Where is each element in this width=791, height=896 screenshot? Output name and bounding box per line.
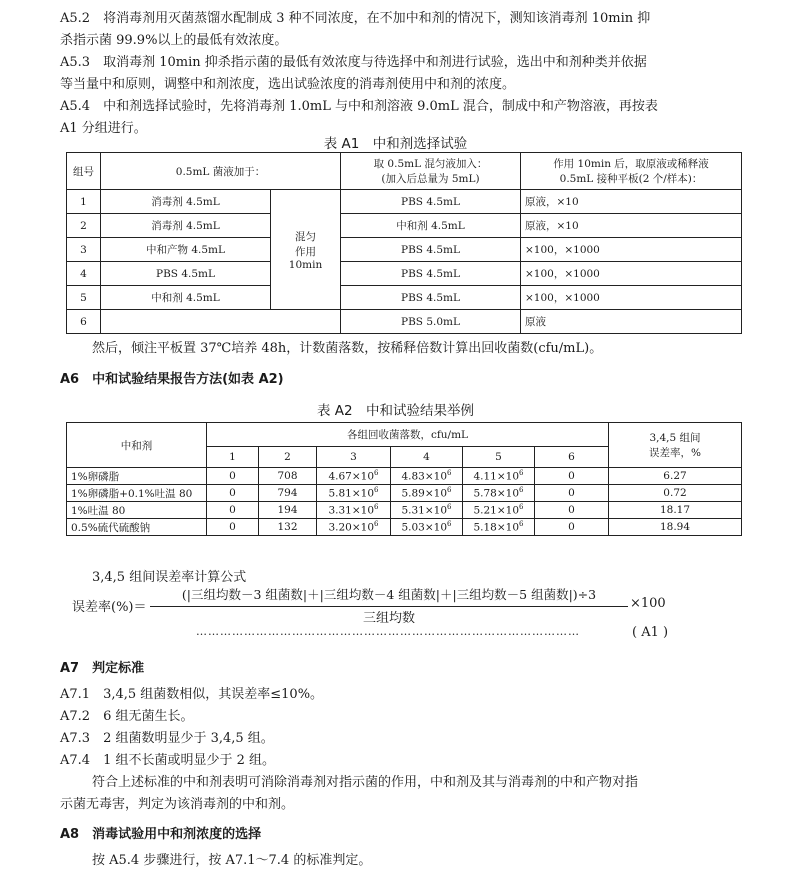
mantissa: 4.83×10 <box>401 470 448 483</box>
cell-count <box>463 485 535 502</box>
header-mix-line2: (加入后总量为 5mL) <box>381 173 480 185</box>
section-a8-heading: A8 消毒试验用中和剂浓度的选择 <box>60 827 262 842</box>
cell-error: 18.94 <box>609 519 742 536</box>
table-row <box>67 519 742 536</box>
cell-count: 194 <box>259 502 317 519</box>
merged-line1: 混匀 <box>295 230 316 243</box>
header-error-line1: 3,4,5 组间 <box>649 432 701 444</box>
cell-count: 0 <box>535 502 609 519</box>
table-a1-caption: 表 A1 中和剂选择试验 <box>323 136 468 152</box>
a7-item-4: A7.4 1 组不长菌或明显少于 2 组。 <box>60 753 276 768</box>
a7-item-1: A7.1 3,4,5 组菌数相似，其误差率≤10%。 <box>60 687 324 702</box>
cell-add: 消毒剂 4.5mL <box>101 190 271 214</box>
cell-count: 708 <box>259 468 317 485</box>
mantissa: 4.67×10 <box>328 470 375 483</box>
table-a1-header-row <box>67 153 742 190</box>
a8-text: 按 A5.4 步骤进行，按 A7.1～7.4 的标准判定。 <box>92 853 372 868</box>
header-error <box>609 423 742 468</box>
cell-count <box>391 468 463 485</box>
exponent: 6 <box>447 469 452 478</box>
cell-plate: ×100，×1000 <box>521 286 742 310</box>
cell-count: 794 <box>259 485 317 502</box>
header-mix <box>341 153 521 190</box>
cell-count <box>317 485 391 502</box>
cell-group: 1 <box>67 190 101 214</box>
table-a2-header-row1 <box>67 423 742 447</box>
section-a7-heading: A7 判定标准 <box>60 661 145 676</box>
cell-mix: 中和剂 4.5mL <box>341 214 521 238</box>
cell-count: 0 <box>207 468 259 485</box>
table-row <box>67 262 742 286</box>
cell-mix: PBS 4.5mL <box>341 190 521 214</box>
cell-add: 中和剂 4.5mL <box>101 286 271 310</box>
merged-mix-cell <box>271 190 341 310</box>
cell-plate: ×100，×1000 <box>521 238 742 262</box>
header-error-line2: 误差率，% <box>649 447 701 459</box>
exponent: 6 <box>447 486 452 495</box>
exponent: 6 <box>519 486 524 495</box>
cell-add <box>101 310 341 334</box>
mantissa: 5.81×10 <box>328 487 375 500</box>
cell-count <box>463 468 535 485</box>
header-add: 0.5mL 菌液加于： <box>101 153 341 190</box>
a7-summary-line2: 示菌无毒害，判定为该消毒剂的中和剂。 <box>60 797 295 812</box>
table-row <box>67 502 742 519</box>
exponent: 6 <box>519 469 524 478</box>
formula-denominator: 三组均数 <box>362 611 415 626</box>
table-row <box>67 468 742 485</box>
table-a2 <box>66 422 742 536</box>
header-plate-line1: 作用 10min 后，取原液或稀释液 <box>553 158 709 170</box>
cell-plate: 原液，×10 <box>521 190 742 214</box>
cell-agent: 1%卵磷脂 <box>67 468 207 485</box>
cell-agent: 1%吐温 80 <box>67 502 207 519</box>
header-col-5: 5 <box>463 446 535 467</box>
cell-add: PBS 4.5mL <box>101 262 271 286</box>
paragraph-a54-line2: A1 分组进行。 <box>60 121 147 136</box>
cell-count: 0 <box>535 468 609 485</box>
formula-numerator: (|三组均数－3 组菌数|＋|三组均数－4 组菌数|＋|三组均数－5 组菌数|)÷3 <box>181 587 597 602</box>
table-a2-caption: 表 A2 中和试验结果举例 <box>316 403 475 419</box>
formula-lhs: 误差率(%)＝ <box>72 600 147 615</box>
header-col-4: 4 <box>391 446 463 467</box>
mantissa: 5.78×10 <box>473 487 520 500</box>
table-row <box>67 485 742 502</box>
cell-mix: PBS 4.5mL <box>341 286 521 310</box>
cell-count <box>317 519 391 536</box>
table-row <box>67 310 742 334</box>
mantissa: 5.21×10 <box>473 504 520 517</box>
cell-count: 0 <box>207 485 259 502</box>
header-mix-line1: 取 0.5mL 混匀液加入： <box>373 158 488 170</box>
header-col-1: 1 <box>207 446 259 467</box>
cell-group: 2 <box>67 214 101 238</box>
section-a6-heading: A6 中和试验结果报告方法(如表 A2) <box>60 372 284 387</box>
cell-group: 6 <box>67 310 101 334</box>
cell-count: 0 <box>207 502 259 519</box>
cell-count <box>317 468 391 485</box>
exponent: 6 <box>374 486 379 495</box>
cell-count <box>463 519 535 536</box>
table-row <box>67 286 742 310</box>
cell-mix: PBS 4.5mL <box>341 262 521 286</box>
exponent: 6 <box>447 503 452 512</box>
cell-group: 4 <box>67 262 101 286</box>
paragraph-a53-line1: A5.3 取消毒剂 10min 抑杀指示菌的最低有效浓度与待选择中和剂进行试验，选出中和剂种类并依据 <box>60 55 647 70</box>
paragraph-after-table-a1: 然后，倾注平板置 37℃培养 48h，计数菌落数，按稀释倍数计算出回收菌数(cfu/mL)。 <box>92 341 603 356</box>
formula-leader-dots: …………………………………………………………………………………… <box>196 625 580 638</box>
header-plate-line2: 0.5mL 接种平板(2 个/样本)： <box>559 173 703 185</box>
cell-count: 0 <box>207 519 259 536</box>
header-counts: 各组回收菌落数，cfu/mL <box>207 423 609 447</box>
merged-line2: 作用 <box>295 245 316 258</box>
cell-add: 中和产物 4.5mL <box>101 238 271 262</box>
cell-plate: ×100，×1000 <box>521 262 742 286</box>
paragraph-a54-line1: A5.4 中和剂选择试验时，先将消毒剂 1.0mL 与中和剂溶液 9.0mL 混合，制成中和产物溶液，再按表 <box>60 99 658 114</box>
header-agent: 中和剂 <box>67 423 207 468</box>
exponent: 6 <box>374 469 379 478</box>
exponent: 6 <box>519 520 524 529</box>
cell-error: 0.72 <box>609 485 742 502</box>
paragraph-a52-line1: A5.2 将消毒剂用灭菌蒸馏水配制成 3 种不同浓度，在不加中和剂的情况下，测知该消毒剂 10min 抑 <box>60 11 651 26</box>
cell-group: 5 <box>67 286 101 310</box>
cell-count <box>391 519 463 536</box>
header-col-3: 3 <box>317 446 391 467</box>
cell-count: 0 <box>535 519 609 536</box>
cell-count <box>391 485 463 502</box>
mantissa: 4.11×10 <box>473 470 520 483</box>
formula-intro: 3,4,5 组间误差率计算公式 <box>92 570 247 585</box>
cell-count <box>391 502 463 519</box>
cell-add: 消毒剂 4.5mL <box>101 214 271 238</box>
mantissa: 3.20×10 <box>328 521 375 534</box>
mantissa: 5.89×10 <box>401 487 448 500</box>
header-col-6: 6 <box>535 446 609 467</box>
header-group: 组号 <box>67 153 101 190</box>
a7-item-2: A7.2 6 组无菌生长。 <box>60 709 194 724</box>
cell-count: 0 <box>535 485 609 502</box>
mantissa: 3.31×10 <box>328 504 375 517</box>
table-row <box>67 238 742 262</box>
merged-line3: 10min <box>288 258 323 271</box>
cell-plate: 原液 <box>521 310 742 334</box>
cell-count <box>317 502 391 519</box>
cell-agent: 1%卵磷脂+0.1%吐温 80 <box>67 485 207 502</box>
cell-count <box>463 502 535 519</box>
exponent: 6 <box>519 503 524 512</box>
cell-count: 132 <box>259 519 317 536</box>
a7-summary-line1: 符合上述标准的中和剂表明可消除消毒剂对指示菌的作用，中和剂及其与消毒剂的中和产物对指 <box>92 775 639 790</box>
cell-mix: PBS 4.5mL <box>341 238 521 262</box>
a7-item-3: A7.3 2 组菌数明显少于 3,4,5 组。 <box>60 731 274 746</box>
formula-times-100: ×100 <box>630 596 666 611</box>
paragraph-a52-line2: 杀指示菌 99.9%以上的最低有效浓度。 <box>60 33 288 48</box>
paragraph-a53-line2: 等当量中和原则，调整中和剂浓度，选出试验浓度的消毒剂使用中和剂的浓度。 <box>60 77 516 92</box>
cell-mix: PBS 5.0mL <box>341 310 521 334</box>
exponent: 6 <box>374 503 379 512</box>
cell-group: 3 <box>67 238 101 262</box>
cell-agent: 0.5%硫代硫酸钠 <box>67 519 207 536</box>
mantissa: 5.03×10 <box>401 521 448 534</box>
mantissa: 5.18×10 <box>473 521 520 534</box>
mantissa: 5.31×10 <box>401 504 448 517</box>
cell-plate: 原液，×10 <box>521 214 742 238</box>
table-a1 <box>66 152 742 334</box>
formula-equation-label: ( A1 ) <box>632 625 669 640</box>
exponent: 6 <box>447 520 452 529</box>
exponent: 6 <box>374 520 379 529</box>
table-row <box>67 190 742 214</box>
cell-error: 18.17 <box>609 502 742 519</box>
header-plate <box>521 153 742 190</box>
cell-error: 6.27 <box>609 468 742 485</box>
header-col-2: 2 <box>259 446 317 467</box>
table-row <box>67 214 742 238</box>
